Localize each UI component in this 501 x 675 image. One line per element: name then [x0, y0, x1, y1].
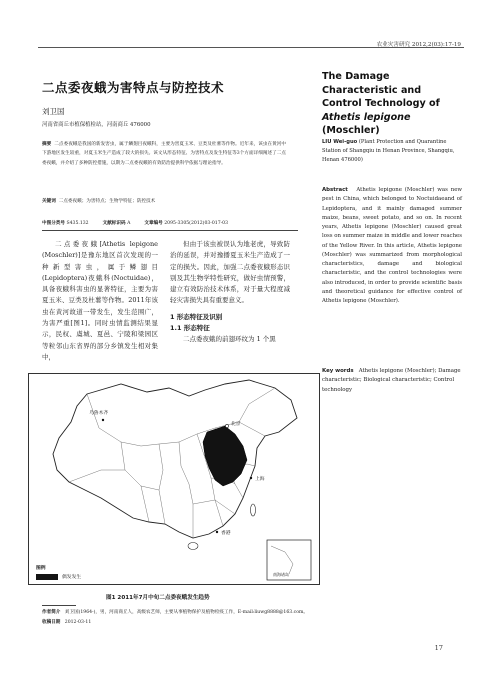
article-number: 文章编号 2095-3305(2012)03-017-03: [144, 221, 229, 226]
figure-caption: 图1 2011年7月中旬二点委夜蛾发生趋势: [106, 595, 210, 601]
english-author: [322, 138, 462, 166]
english-abstract-label: Abstract: [322, 187, 348, 193]
author-bio-footnote: [42, 609, 308, 615]
meta-rule: [42, 230, 298, 231]
received-date: 2012-03-11: [64, 620, 92, 625]
china-map: [29, 374, 321, 586]
english-author-affiliation: (Plant Protection and Quarantine Station of Shangqiu in Henan Province, Shangqiu, Henan 476000): [322, 139, 455, 164]
english-author-name: LIU Wei-guo: [322, 139, 358, 145]
abstract-text: 二点委夜蛾是我国的新发害虫，属于鳞翅目夜蛾科，主要为害夏玉米、豆类及杜薯等作物。近年来，该虫在黄河中下游地区发生较重，对夏玉米生产造成了较大的损失。该文从形态特征、为害特点及发生特征等3个方面详细阐述了二点委夜蛾，并介绍了多种防控措施，以期为二点委夜蛾的有效防治提供科学依据与理论指导。: [42, 142, 286, 166]
map-label-shanghai: 上海: [255, 477, 265, 482]
taiwan-island: [251, 504, 256, 516]
chinese-abstract: [42, 140, 286, 168]
author-bio-text: 刘卫国(1964-)，男，河南商丘人，高级农艺师，主要从事植物保护及植物检疫工作，E-mail:liuwg8888@163.com。: [64, 610, 308, 615]
section-heading-1-1: 1.1 形态特征: [170, 324, 210, 333]
english-keywords-label: Key words: [322, 368, 354, 374]
city-dot-hongkong: [216, 531, 218, 533]
author-bio-label: 作者简介: [42, 610, 61, 615]
body-column-2: [170, 239, 290, 346]
china-map-figure: [28, 373, 320, 585]
map-label-hongkong: 香港: [221, 531, 231, 536]
english-keywords: [322, 367, 462, 395]
page-number: 17: [434, 644, 443, 652]
keywords-text: 二点委夜蛾；为害特点；生物学特征；防控技术: [58, 199, 156, 204]
body-column-1: 二点委夜蛾[Athetis lepigone (Moschler)]是豫东地区首次发现的一种新型害虫，属于鳞翅目(Lepidoptera)夜蛾科(Noctuidae)，具备夜蛾科害虫的显著特征，主要为害夏玉米、豆类及杜薯等作物。2011年该虫在黄河故道一带发生，发生范围广，为害严重[图1]。同时虫情监测结果显示，民权、虞城、夏邑、宁陵和梁园区等粒邻山东省界的部分乡镇发生相对集中，: [42, 240, 158, 361]
clc-number: 中图分类号 S435.132: [42, 221, 89, 226]
english-title: The Damage Characteristic and Control Technology of Athetis lepigone (Moschler): [322, 71, 440, 136]
legend-swatch: [36, 574, 58, 580]
english-abstract: [322, 186, 462, 306]
map-label-urumqi: 乌鲁木齐: [89, 411, 109, 416]
journal-header: 农业灾害研究 2012,2(03):17-19: [376, 42, 461, 48]
map-legend: [36, 564, 81, 580]
keywords-label: 关键词: [42, 199, 56, 204]
header-rule: [38, 47, 464, 48]
chinese-affiliation: 河南省商丘市植保植检站，河南商丘 476000: [42, 122, 151, 128]
chinese-title: 二点委夜蛾为害特点与防控技术: [42, 80, 225, 95]
map-label-beijing: 北京: [231, 422, 241, 427]
legend-text: 偶发发生: [62, 575, 82, 580]
legend-row: [36, 573, 81, 580]
map-label-south-sea: 南海诸岛: [273, 572, 289, 577]
english-keywords-text: Athetis lepigone (Moschler); Damage characteristic; Biological characteristic; Control technology: [322, 368, 461, 393]
doc-code: 文献标识码 A: [102, 221, 131, 226]
chinese-keywords: [42, 198, 292, 204]
chinese-author: 刘卫国: [42, 107, 65, 116]
city-dot-shanghai: [250, 477, 252, 479]
received-date-footnote: [42, 619, 91, 625]
body-paragraph: 二点委夜蛾的前翅环纹为 1 个黑: [183, 335, 276, 344]
section-heading-1: 1 形态特征及识别: [170, 312, 223, 321]
received-label: 收稿日期: [42, 620, 61, 625]
city-dot-beijing: [225, 424, 228, 427]
legend-title: 图例: [36, 566, 46, 571]
abstract-label: 摘要: [42, 142, 52, 147]
china-outline: [53, 380, 297, 538]
english-abstract-text: Athetis lepigone (Moschler) was new pest in China, which belonged to Noctuidaeand of Lepidoptera, and it mainly damaged summer maize, beans, sweet potato, and so on. In recent years, Athetis lepigone (Moschler) caused great loss on summer maize in middle and lower reaches of the Yellow River. In this article, Athetis lepigone (Moschler) was summarized from morphological characteristics, damage and biological characteristic, and the control technologies were also introduced, in order to provide scientific basis and theoretical guidance for effective control of Athetis lepigone (Moschler).: [322, 187, 462, 304]
hainan-island: [188, 543, 198, 550]
footnote-rule: [42, 605, 76, 606]
city-dot-urumqi: [102, 419, 104, 421]
classification-meta: [42, 220, 312, 226]
body-paragraph: 但由于该虫被误认为地老虎，导致防治的延误，并对豫播夏玉米生产造成了一定的损失。因此，加强二点委夜蛾形态识别及其生物学特性研究，做好虫情预警，建立有效防治技术体系，对于量大程度减轻灾害损失具有重要意义。: [170, 240, 290, 305]
